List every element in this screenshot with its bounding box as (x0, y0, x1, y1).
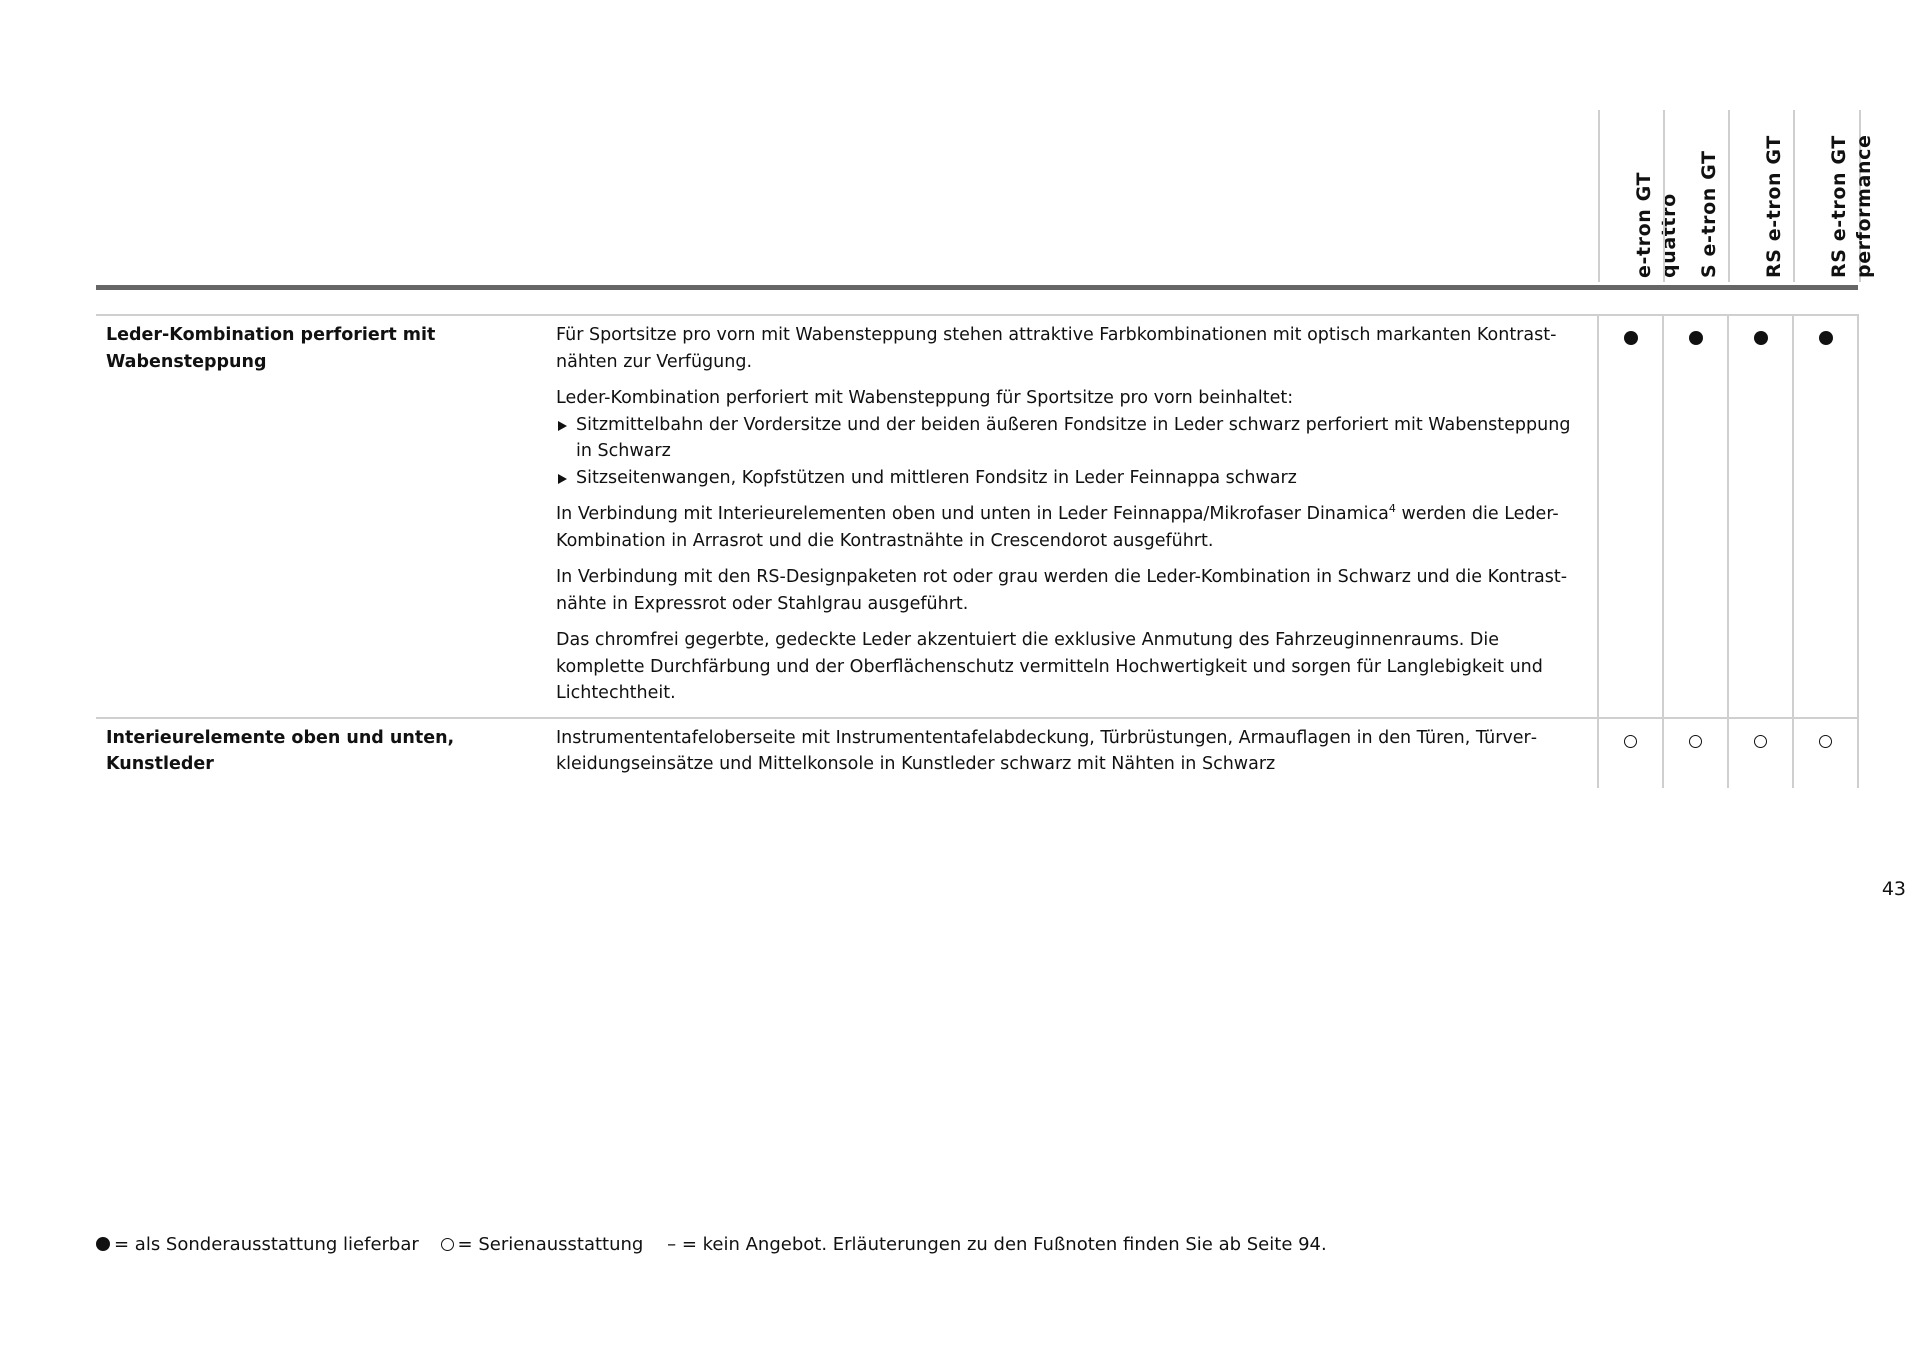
legend-text: = kein Angebot. Erläuterungen zu den Fußnoten finden Sie ab Seite 94. (681, 1234, 1327, 1255)
paragraph-text: In Verbindung mit Interieurelementen oben und unten in Leder Feinnappa/Mikrofaser Dinamica (556, 504, 1389, 524)
equipment-table (96, 314, 1859, 788)
availability-cell (1728, 315, 1793, 718)
column-header-line: RS e-tron GT (1763, 135, 1785, 278)
row-title: Interieurelemente oben und unten, Kunstleder (96, 718, 554, 788)
bullet-item: Sitzseitenwangen, Kopfstützen und mittleren Fondsitz in Leder Feinnappa schwarz (556, 465, 1583, 492)
standard-ring-icon (1689, 735, 1702, 748)
bullet-list-intro: Leder-Kombination perforiert mit Wabensteppung für Sportsitze pro vorn beinhaltet: (556, 388, 1294, 408)
description-paragraph: In Verbindung mit den RS-Designpaketen rot oder grau werden die Leder-Kombination in Schwarz und die Kontrastnähte in Expressrot oder Stahlgrau ausgeführt. (556, 567, 1568, 614)
header-divider (96, 285, 1858, 290)
legend-none-symbol: – (667, 1234, 677, 1255)
column-header-line: performance (1853, 134, 1875, 278)
availability-cell (1793, 718, 1858, 788)
column-header-etron-gt-quattro (1598, 110, 1680, 282)
optional-dot-icon (96, 1237, 110, 1251)
optional-dot-icon (1689, 331, 1703, 345)
description-paragraph (556, 501, 1583, 554)
availability-cell (1663, 718, 1728, 788)
bullet-item: Sitzmittelbahn der Vordersitze und der beiden äußeren Fondsitze in Leder schwarz perforiert mit Wabensteppung in Schwarz (556, 412, 1583, 465)
availability-cell (1663, 315, 1728, 718)
description-paragraph: Das chromfrei gegerbte, gedeckte Leder akzentuiert die exklusive Anmutung des Fahrzeuginnenraums. Die komplette Durchfärbung und der Oberflächenschutz vermitteln Hochwertigkeit und sorgen für Langlebigkeit und Lichtechtheit. (556, 630, 1543, 703)
footnote-marker: 4 (1388, 502, 1396, 516)
legend-text: = als Sonderausstattung lieferbar (114, 1234, 419, 1255)
column-header-line: S e-tron GT (1698, 150, 1720, 278)
legend-item-none (667, 1232, 1327, 1258)
legend-text: = Serienausstattung (457, 1234, 644, 1255)
column-header-line: e-tron GT (1633, 171, 1655, 278)
legend-item-optional (96, 1232, 419, 1258)
legend (96, 1232, 1343, 1258)
description-paragraph: Instrumententafeloberseite mit Instrumententafelabdeckung, Türbrüstungen, Armauflagen in den Türen, Türverkleidungseinsätze und Mittelkonsole in Kunstleder schwarz mit Nähten in Schwarz (556, 727, 1538, 774)
column-header-rs-etron-gt-performance (1793, 110, 1875, 282)
column-header-line: quattro (1658, 193, 1680, 278)
column-header-line: RS e-tron GT (1828, 135, 1850, 278)
column-header-rs-etron-gt (1728, 110, 1794, 282)
row-description (554, 315, 1598, 718)
standard-ring-icon (1754, 735, 1767, 748)
legend-item-standard (441, 1232, 644, 1258)
availability-cell (1598, 315, 1663, 718)
optional-dot-icon (1754, 331, 1768, 345)
paragraph-text: werden die Leder-Kombination in Arrasrot und die Kontrastnähte in Crescendorot ausgeführt. (556, 504, 1559, 551)
availability-cell (1728, 718, 1793, 788)
standard-ring-icon (441, 1238, 454, 1251)
row-title: Leder-Kombination perforiert mit Wabensteppung (96, 315, 554, 718)
table-row (96, 315, 1858, 718)
description-paragraph (556, 385, 1583, 491)
bullet-list (556, 412, 1583, 492)
standard-ring-icon (1819, 735, 1832, 748)
column-header-s-etron-gt (1663, 110, 1729, 282)
optional-dot-icon (1819, 331, 1833, 345)
row-description (554, 718, 1598, 788)
availability-cell (1598, 718, 1663, 788)
description-paragraph: Für Sportsitze pro vorn mit Wabensteppung stehen attraktive Farbkombinationen mit optisch markanten Kontrastnähten zur Verfügung. (556, 325, 1557, 372)
standard-ring-icon (1624, 735, 1637, 748)
page-number: 43 (1881, 878, 1906, 900)
optional-dot-icon (1624, 331, 1638, 345)
table-row (96, 718, 1858, 788)
availability-cell (1793, 315, 1858, 718)
